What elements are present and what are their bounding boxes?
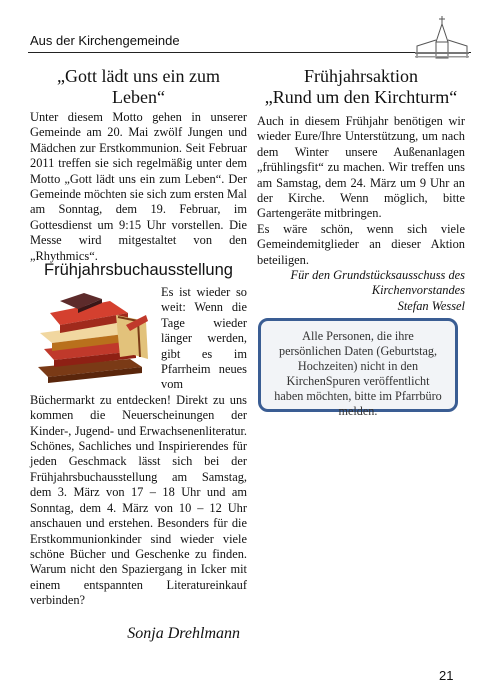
article-body-closing: Es wäre schön, wenn sich viele Gemeindemitglieder an dieser Aktion beteiligen.: [257, 221, 465, 267]
article-body: Unter diesem Motto gehen in unserer Gemeinde am 20. Mai zwölf Jungen und Mädchen zur Erstkommunion. Seit Februar 2011 treffen sie sich regelmäßig unter dem Motto „Gott lädt uns ein zum Leben“. Der Gemeinde möchten sie sich zum ersten Mal am Sonntag, dem 19. Februar, im Gottesdienst um 9:15 Uhr vorstellen. Die Messe wird mitgestaltet von den „Rhythmics“.: [30, 110, 247, 263]
article-buchausstellung-title-wrap: [30, 260, 247, 280]
page-number: 21: [439, 668, 454, 683]
article-signature-committee: Für den Grundstücksausschuss des Kirchenvorstandes: [290, 268, 465, 298]
article-fruehjahrsaktion: [257, 60, 465, 314]
privacy-notice-box: [258, 318, 458, 418]
section-header-label: Aus der Kirchengemeinde: [30, 33, 180, 48]
article-title: Frühjahrsbuchausstellung: [44, 261, 233, 279]
article-signature-name: Stefan Wessel: [397, 298, 465, 313]
article-title: „Gott lädt uns ein zum Leben“: [57, 66, 220, 107]
article-title-line1: Frühjahrsaktion: [304, 66, 418, 86]
article-erstkommunion: [30, 60, 247, 264]
article-buchausstellung: [30, 285, 247, 609]
article-body: Es ist wieder so weit: Wenn die Tage wieder länger werden, gibt es im Pfarrheim neues vom Büchermarkt zu entdecken! Direkt zu uns kommen die Neuerscheinungen der Kinder-, Jugend- und Erwachsenenliteratur. Schönes, Sachliches und Inspirierendes für jeden Geschmack lässt sich bei der Frühjahrsbuchausstellung am Samstag, dem 3. März von 17 – 18 Uhr und am Sonntag, dem 4. März von 10 – 12 Uhr anschauen und erstehen. Besonders für die Erstkommunionkinder sind wieder viele schöne Bücher und Geschenke zu finden. Warum nicht den Spaziergang in Icker mit einem entspannten Literatureinkauf verbinden?: [30, 285, 247, 608]
header-divider: [28, 52, 471, 53]
article-signature: Sonja Drehlmann: [127, 625, 240, 642]
notice-text: Alle Personen, die ihre persönlichen Daten (Geburtstag, Hochzeiten) nicht in den KirchenSpuren veröffentlicht haben möchten, bitte im Pfarrbüro melden.: [274, 329, 442, 418]
illustration-spacer: [30, 285, 161, 391]
article-body: Auch in diesem Frühjahr benötigen wir wieder Eure/Ihre Unterstützung, um nach dem Winter unsere Außenanlagen „frühlingsfit“ zu machen. Wir treffen uns am Samstag, dem 24. März um 9 Uhr an der Kirche. Wenn möglich, bitte Gartengeräte mitbringen.: [257, 114, 465, 221]
article-title-line2: „Rund um den Kirchturm“: [264, 87, 458, 107]
church-logo-icon: [413, 16, 471, 62]
